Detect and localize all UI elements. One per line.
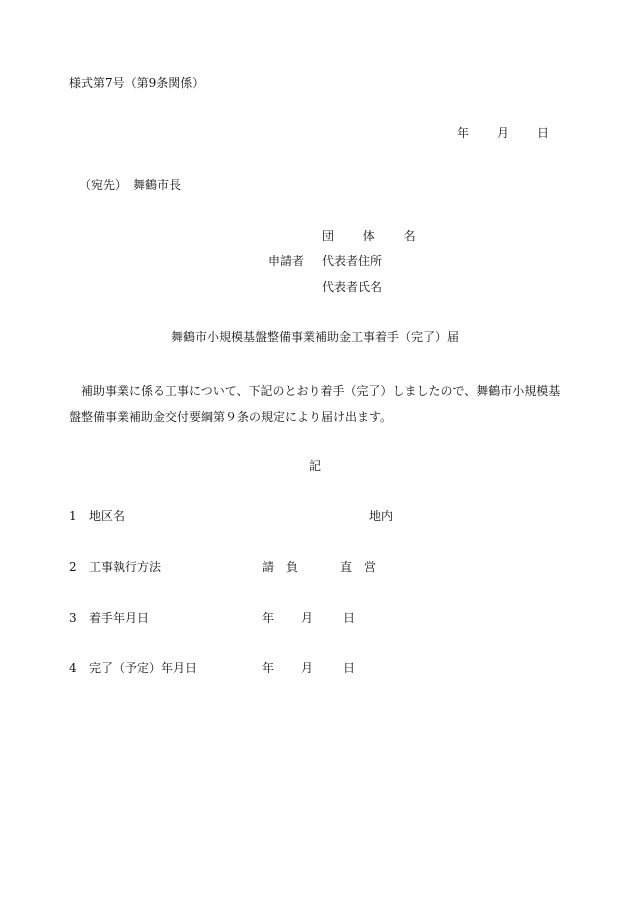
- item-label: 工事執行方法: [89, 560, 162, 574]
- completion-year: 年: [262, 661, 275, 675]
- item-number: 2: [69, 560, 77, 574]
- item-label: 地区名: [89, 509, 126, 523]
- method-contract: 請 負: [262, 560, 299, 574]
- applicant-label: 申請者: [268, 254, 305, 268]
- body-paragraph: 補助事業に係る工事について、下記のとおり着手（完了）しましたので、舞鶴市小規模基盤整備事業補助金交付要綱第９条の規定により届け出ます。: [69, 384, 561, 424]
- rep-address-label: 代表者住所: [322, 254, 383, 268]
- method-direct: 直 営: [340, 560, 377, 574]
- submission-date: [457, 126, 549, 140]
- document-title: 舞鶴市小規模基盤整備事業補助金工事着手（完了）届: [170, 330, 459, 344]
- rep-name-label: 代表者氏名: [322, 280, 383, 294]
- item-district: [69, 509, 569, 529]
- district-suffix: 地内: [369, 509, 394, 523]
- completion-day: 日: [343, 661, 356, 675]
- item-number: 4: [69, 661, 77, 675]
- item-number: 1: [69, 509, 77, 523]
- item-label: 完了（予定）年月日: [89, 661, 198, 675]
- completion-month: 月: [301, 661, 314, 675]
- start-month: 月: [301, 611, 314, 625]
- start-day: 日: [343, 611, 356, 625]
- org-name-label: 団 体 名: [322, 229, 425, 243]
- item-start-date: [69, 611, 569, 631]
- item-number: 3: [69, 611, 77, 625]
- date-year: 年: [457, 126, 470, 140]
- item-completion-date: [69, 661, 569, 681]
- item-label: 着手年月日: [89, 611, 150, 625]
- date-month: 月: [497, 126, 510, 140]
- ki-heading: 記: [308, 459, 321, 473]
- addressee: （宛先） 舞鶴市長: [79, 178, 182, 192]
- start-year: 年: [262, 611, 275, 625]
- form-number: 様式第7号（第9条関係）: [69, 76, 205, 90]
- item-method: [69, 560, 569, 580]
- date-day: 日: [537, 126, 550, 140]
